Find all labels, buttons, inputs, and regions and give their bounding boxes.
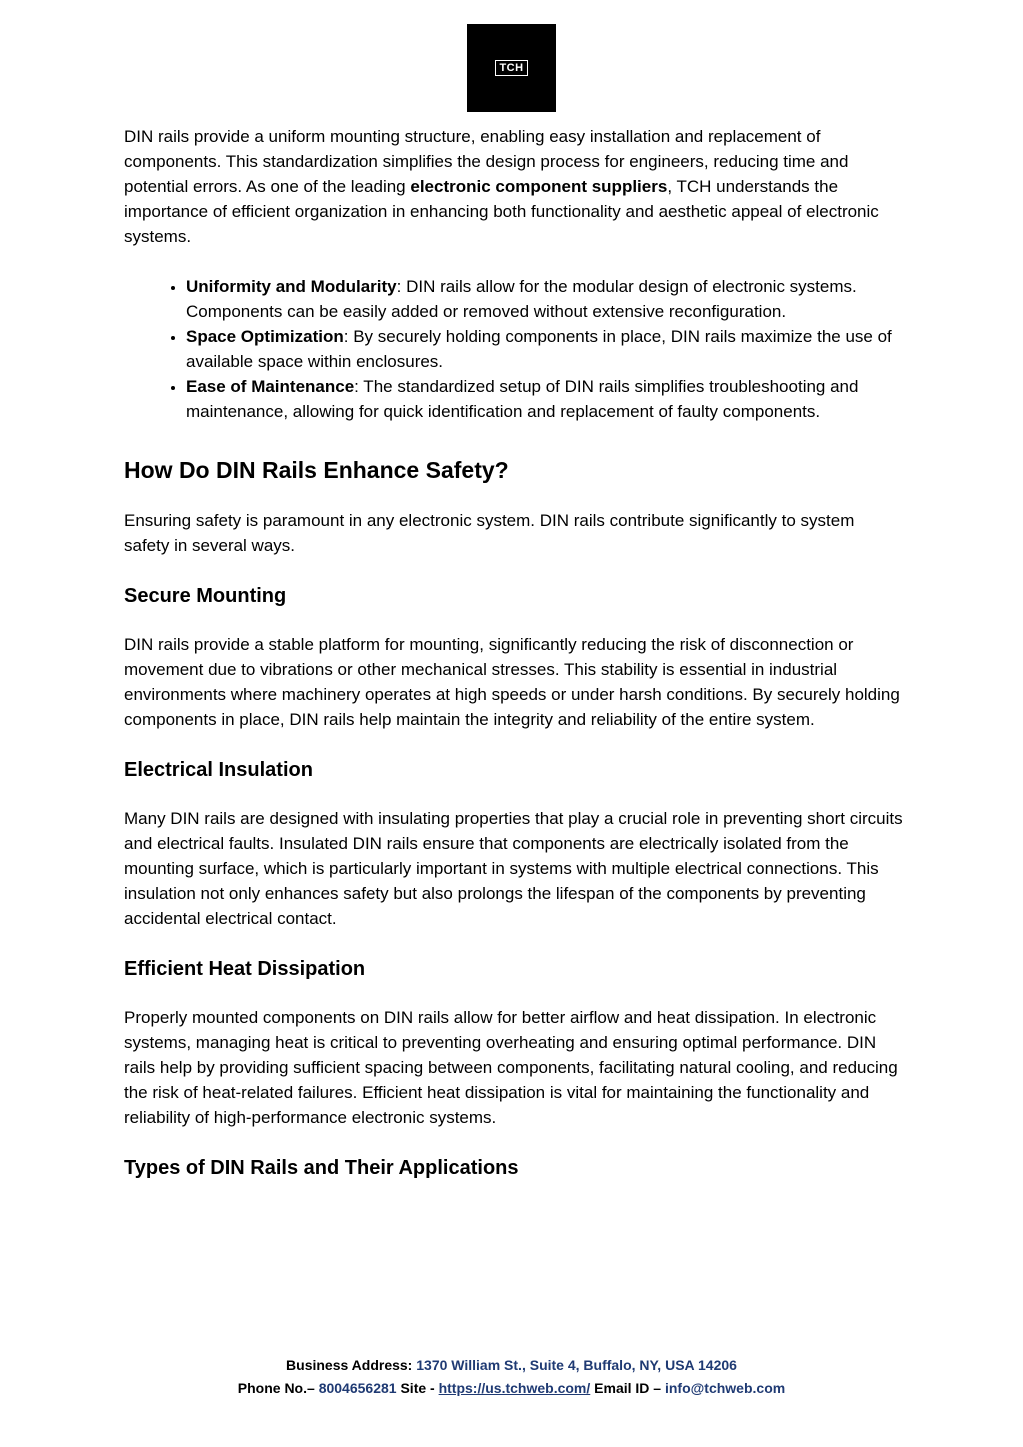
document-body — [124, 124, 904, 1182]
list-item — [186, 374, 904, 424]
intro-paragraph — [124, 124, 904, 249]
site-link[interactable]: https://us.tchweb.com/ — [438, 1380, 591, 1396]
section-heading-electrical-insulation: Electrical Insulation — [124, 759, 313, 781]
email-value: info@tchweb.com — [664, 1380, 786, 1396]
feature-text: : The standardized setup of DIN rails simplifies troubleshooting and maintenance, allowing for quick identification and replacement of faulty components. — [186, 377, 859, 421]
safety-heading: How Do DIN Rails Enhance Safety? — [124, 457, 509, 483]
section-body-heat-dissipation: Properly mounted components on DIN rails allow for better airflow and heat dissipation. In electronic systems, managing heat is critical to preventing overheating and ensuring optimal performance. DIN rails help by providing sufficient spacing between components, facilitating natural cooling, and reducing the risk of heat-related failures. Efficient heat dissipation is vital for maintaining the functionality and reliability of high-performance electronic systems. — [124, 1008, 898, 1127]
site-label: Site - — [396, 1380, 439, 1396]
intro-text-end: , TCH understands the importance of efficient organization in enhancing both functionality and aesthetic appeal of electronic systems. — [124, 177, 879, 246]
tch-logo — [467, 24, 556, 112]
intro-text-start: DIN rails provide a uniform mounting structure, enabling easy installation and replacement of components. This standardization simplifies the design process for engineers, reducing time and potential errors. As one of the leading — [124, 127, 849, 196]
feature-title: Uniformity and Modularity — [186, 277, 397, 296]
types-heading: Types of DIN Rails and Their Applications — [124, 1157, 519, 1179]
feature-list — [124, 274, 904, 424]
phone-separator: .– — [303, 1380, 319, 1396]
address-value: 1370 William St., Suite 4, Buffalo, NY, USA 14206 — [416, 1357, 737, 1373]
address-label: Business Address: — [286, 1357, 417, 1373]
feature-title: Space Optimization — [186, 327, 344, 346]
email-label: Email ID – — [590, 1380, 665, 1396]
feature-text: : DIN rails allow for the modular design of electronic systems. Components can be easily added or removed without extensive reconfiguration. — [186, 277, 857, 321]
logo-text: TCH — [495, 60, 527, 76]
section-body-electrical-insulation: Many DIN rails are designed with insulating properties that play a crucial role in preventing short circuits and electrical faults. Insulated DIN rails ensure that components are electrically isolated from the mounting surface, which is particularly important in systems with multiple electrical connections. This insulation not only enhances safety but also prolongs the lifespan of the components by preventing accidental electrical contact. — [124, 809, 903, 928]
list-item — [186, 274, 904, 324]
section-body-secure-mounting: DIN rails provide a stable platform for mounting, significantly reducing the risk of disconnection or movement due to vibrations or other mechanical stresses. This stability is essential in industrial environments where machinery operates at high speeds or under harsh conditions. By securely holding components in place, DIN rails help maintain the integrity and reliability of the entire system. — [124, 635, 900, 729]
phone-value: 8004656281 — [318, 1380, 397, 1396]
phone-label: Phone No — [237, 1380, 304, 1396]
feature-text: : By securely holding components in place, DIN rails maximize the use of available space within enclosures. — [186, 327, 892, 371]
section-heading-secure-mounting: Secure Mounting — [124, 585, 287, 607]
section-heading-heat-dissipation: Efficient Heat Dissipation — [124, 958, 366, 980]
feature-title: Ease of Maintenance — [186, 377, 355, 396]
safety-intro: Ensuring safety is paramount in any electronic system. DIN rails contribute significantly to system safety in several ways. — [124, 511, 855, 555]
list-item — [186, 324, 904, 374]
intro-bold-phrase: electronic component suppliers — [410, 177, 668, 196]
footer-contact-line — [0, 1377, 1023, 1399]
footer-address-line — [0, 1354, 1023, 1376]
